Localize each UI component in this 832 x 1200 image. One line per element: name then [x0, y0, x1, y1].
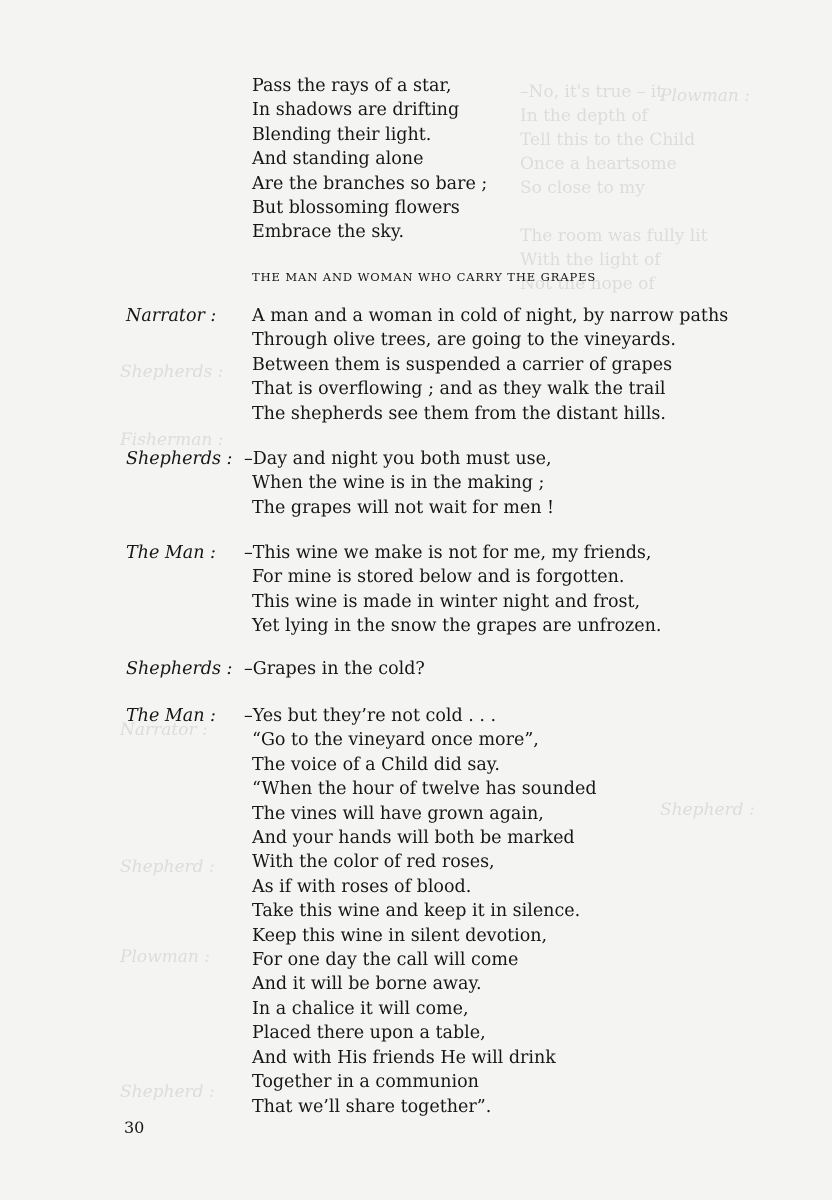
speech-line: Keep this wine in silent devotion, [252, 925, 548, 946]
verse-line: Pass the rays of a star, [252, 76, 452, 96]
verse-line: Are the branches so bare ; [252, 173, 488, 194]
speech-lines [244, 657, 425, 681]
speaker-label: Shepherds : [126, 449, 233, 469]
speech-line: A man and a woman in cold of night, by narrow paths [252, 306, 729, 326]
show-through-speaker: Shepherd : [660, 800, 755, 820]
speech-line: Take this wine and keep it in silence. [252, 901, 581, 922]
speech-line: Together in a communion [252, 1072, 479, 1093]
page-number: 30 [124, 1118, 145, 1137]
speech-line: The vines will have grown again, [252, 803, 544, 824]
speech-line: –Yes but they’re not cold . . . [244, 706, 497, 726]
opening-verse [252, 74, 487, 245]
section-heading: THE MAN AND WOMAN WHO CARRY THE GRAPES [252, 270, 597, 284]
speaker-label: The Man : [126, 543, 216, 563]
speech-line: “When the hour of twelve has sounded [252, 779, 597, 800]
speech-line: For one day the call will come [252, 950, 519, 971]
speech-line: Through olive trees, are going to the vineyards. [252, 330, 676, 351]
speech-line: When the wine is in the making ; [252, 473, 545, 494]
speech-line: Placed there upon a table, [252, 1023, 486, 1044]
verse-line: In shadows are drifting [252, 100, 460, 121]
speech-lines [244, 447, 554, 520]
speaker-label: Shepherds : [126, 659, 233, 679]
speech-line: That we’ll share together”. [252, 1096, 492, 1117]
speech-line: And your hands will both be marked [252, 828, 575, 849]
speech-line: As if with roses of blood. [252, 876, 472, 897]
speech-line: –This wine we make is not for me, my friends, [244, 543, 652, 563]
speech-line: The shepherds see them from the distant hills. [252, 403, 666, 424]
speech-line: With the color of red roses, [252, 852, 495, 873]
show-through-speaker: Shepherd : [120, 857, 215, 877]
verse-line: Embrace the sky. [252, 222, 405, 243]
speech-line: Yet lying in the snow the grapes are unfrozen. [252, 616, 662, 637]
speaker-label: Narrator : [126, 306, 217, 326]
show-through-text: –No, it's true – it In the depth of Tell this to the Child Once a heartsome So close to my The room was fully lit With the light of Not the hope of [520, 82, 708, 294]
show-through-speaker: Fisherman : [120, 430, 224, 450]
speech-line: The grapes will not wait for men ! [252, 497, 555, 518]
speech-line: In a chalice it will come, [252, 998, 469, 1019]
speaker-label: The Man : [126, 706, 216, 726]
show-through-speaker: Shepherds : [120, 362, 224, 382]
speech-line: And it will be borne away. [252, 974, 482, 995]
speech-line: –Grapes in the cold? [244, 659, 425, 679]
speech-lines [244, 541, 661, 639]
speech-line: “Go to the vineyard once more”, [252, 730, 539, 751]
verse-line: But blossoming flowers [252, 198, 460, 219]
verse-line: Blending their light. [252, 124, 432, 145]
speech-line: That is overflowing ; and as they walk the trail [252, 379, 666, 400]
show-through-speaker: Shepherd : [120, 1082, 215, 1102]
show-through-speaker: Plowman : [120, 947, 210, 967]
speech-line: Between them is suspended a carrier of grapes [252, 354, 673, 375]
speech-lines [252, 304, 728, 426]
speech-line: For mine is stored below and is forgotten. [252, 567, 625, 588]
speech-line: This wine is made in winter night and frost, [252, 591, 641, 612]
show-through-speaker: Narrator : [120, 720, 208, 740]
show-through-speaker: Plowman : [660, 86, 750, 106]
speech-line: And with His friends He will drink [252, 1047, 556, 1068]
speech-lines [244, 704, 597, 1119]
speech-line: The voice of a Child did say. [252, 754, 500, 775]
verse-line: And standing alone [252, 149, 424, 170]
speech-line: –Day and night you both must use, [244, 449, 552, 469]
